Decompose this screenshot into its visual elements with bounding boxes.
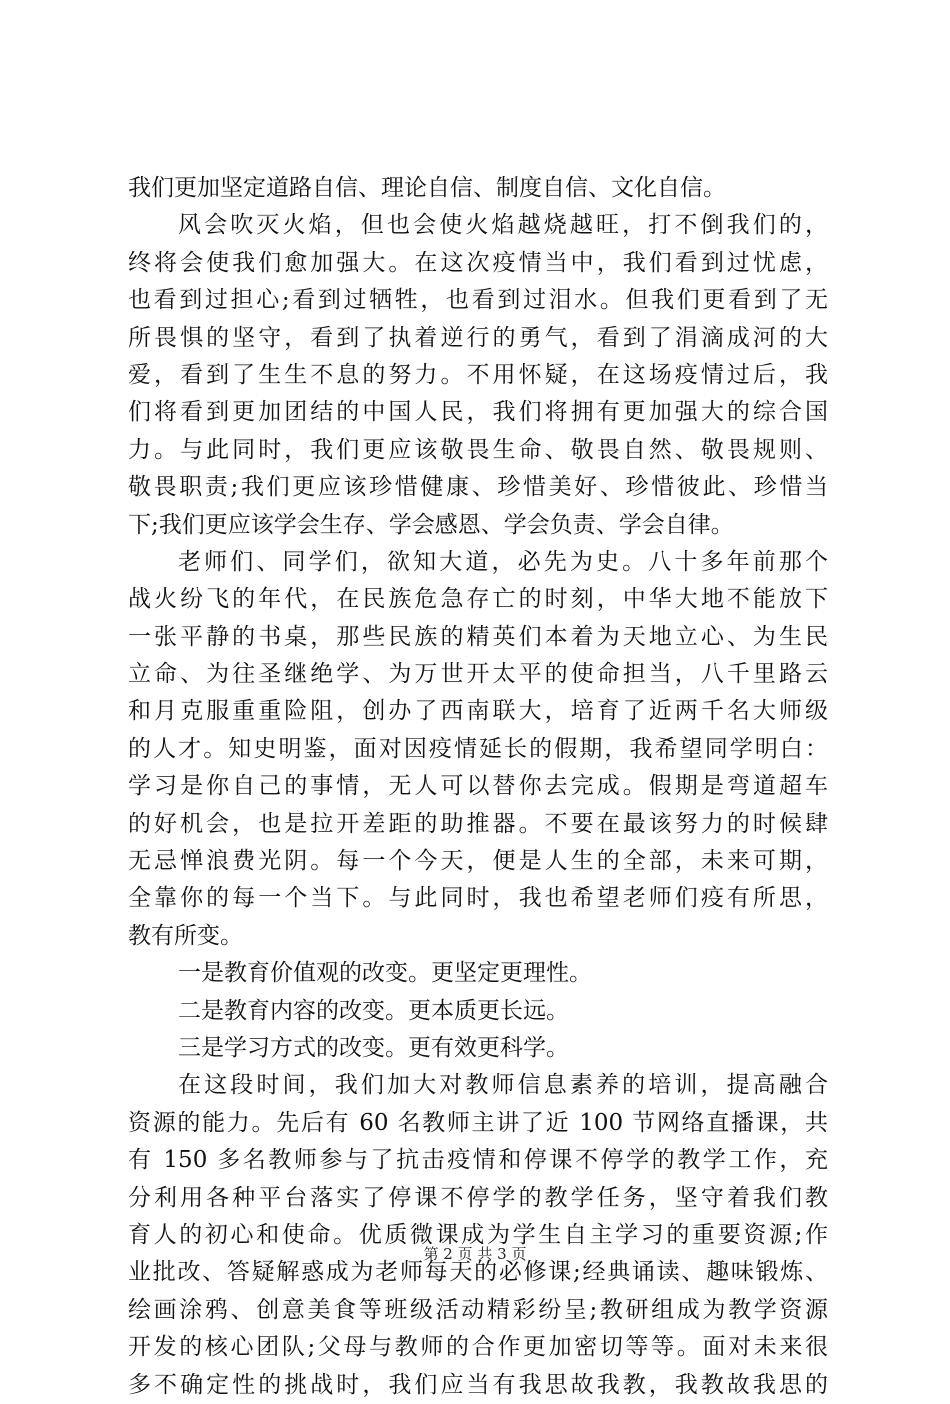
text-line: 所畏惧的坚守，看到了执着逆行的勇气，看到了涓滴成河的大 bbox=[128, 324, 828, 351]
page-footer: 第 2 页 共 3 页 bbox=[423, 1245, 527, 1263]
text-line: 老师们、同学们，欲知大道，必先为史。八十多年前那个 bbox=[178, 548, 828, 575]
text-line: 敬畏职责;我们更应该珍惜健康、珍惜美好、珍惜彼此、珍惜当 bbox=[128, 474, 828, 501]
text-line: 下;我们更应该学会生存、学会感恩、学会负责、学会自律。 bbox=[128, 511, 734, 538]
text-line: 的好机会，也是拉开差距的助推器。不要在最该努力的时候肆 bbox=[128, 810, 828, 837]
text-line: 开发的核心团队;父母与教师的合作更加密切等等。面对未来很 bbox=[128, 1334, 828, 1361]
text-line: 在这段时间，我们加大对教师信息素养的培训，提高融合 bbox=[178, 1072, 828, 1099]
text-line: 有 150 多名教师参与了抗击疫情和停课不停学的教学工作，充 bbox=[128, 1147, 828, 1174]
text-line: 力。与此同时，我们更应该敬畏生命、敬畏自然、敬畏规则、 bbox=[128, 436, 828, 463]
text-line: 战火纷飞的年代，在民族危急存亡的时刻，中华大地不能放下 bbox=[128, 586, 828, 613]
text-line: 们将看到更加团结的中国人民，我们将拥有更加强大的综合国 bbox=[128, 399, 828, 426]
text-line: 学习是你自己的事情，无人可以替你去完成。假期是弯道超车 bbox=[128, 773, 828, 800]
text-line: 和月克服重重险阻，创办了西南联大，培育了近两千名大师级 bbox=[128, 698, 828, 725]
text-line: 爱，看到了生生不息的努力。不用怀疑，在这场疫情过后，我 bbox=[128, 361, 828, 388]
text-line: 一是教育价值观的改变。更坚定更理性。 bbox=[178, 960, 592, 987]
body-text bbox=[128, 170, 828, 1404]
text-line: 育人的初心和使命。优质微课成为学生自主学习的重要资源;作 bbox=[128, 1221, 828, 1248]
text-line: 我们更加坚定道路自信、理论自信、制度自信、文化自信。 bbox=[128, 175, 726, 201]
text-line: 风会吹灭火焰，但也会使火焰越烧越旺，打不倒我们的， bbox=[178, 212, 828, 239]
text-line: 多不确定性的挑战时，我们应当有我思故我教，我教故我思的 bbox=[128, 1371, 828, 1398]
text-line: 二是教育内容的改变。更本质更长远。 bbox=[178, 997, 569, 1024]
text-line: 三是学习方式的改变。更有效更科学。 bbox=[178, 1034, 569, 1061]
text-line: 绘画涂鸦、创意美食等班级活动精彩纷呈;教研组成为教学资源 bbox=[128, 1296, 828, 1323]
text-line: 一张平静的书桌，那些民族的精英们本着为天地立心、为生民 bbox=[128, 623, 828, 650]
text-line: 的人才。知史明鉴，面对因疫情延长的假期，我希望同学明白： bbox=[128, 735, 828, 762]
text-line: 无忌惮浪费光阴。每一个今天，便是人生的全部，未来可期， bbox=[128, 848, 828, 875]
text-line: 立命、为往圣继绝学、为万世开太平的使命担当，八千里路云 bbox=[128, 661, 828, 688]
text-line: 全靠你的每一个当下。与此同时，我也希望老师们疫有所思， bbox=[128, 885, 828, 912]
text-line: 分利用各种平台落实了停课不停学的教学任务，坚守着我们教 bbox=[128, 1184, 828, 1211]
text-line: 资源的能力。先后有 60 名教师主讲了近 100 节网络直播课，共 bbox=[128, 1109, 828, 1136]
text-line: 业批改、答疑解惑成为老师每天的必修课;经典诵读、趣味锻炼、 bbox=[128, 1259, 828, 1286]
text-line: 教有所变。 bbox=[128, 922, 243, 949]
text-line: 终将会使我们愈加强大。在这次疫情当中，我们看到过忧虑， bbox=[128, 249, 828, 276]
text-line: 也看到过担心;看到过牺牲，也看到过泪水。但我们更看到了无 bbox=[128, 287, 828, 314]
